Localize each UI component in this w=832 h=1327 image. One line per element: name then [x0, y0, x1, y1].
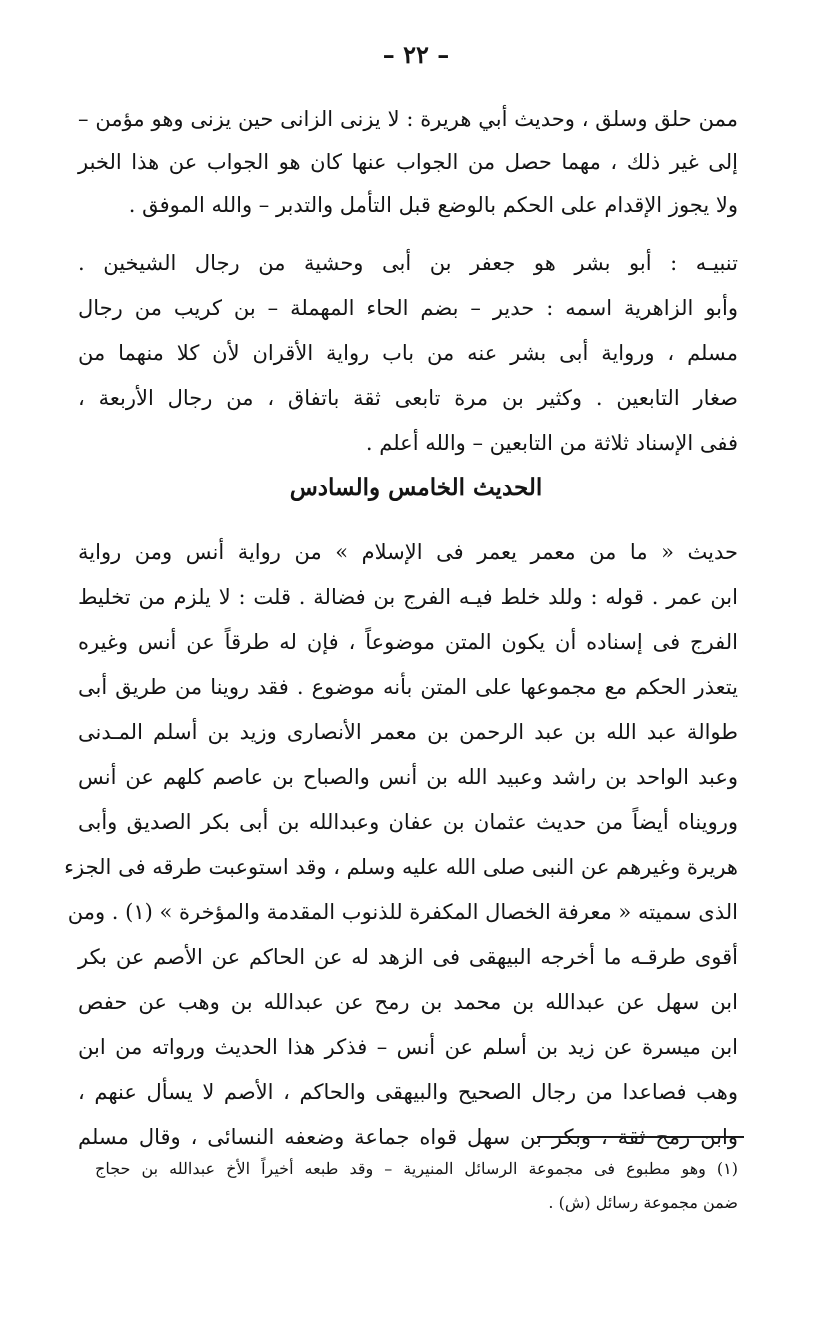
page-number: – ٢٢ – [382, 40, 450, 69]
text-line: مسلم ، ورواية أبى بشر عنه من باب رواية الأقران لأن كلا منهما من [78, 341, 738, 365]
text-line: هريرة وغيرهم عن النبى صلى الله عليه وسلم ، وقد استوعبت طرقه فى الجزء [64, 855, 738, 879]
footnote-line: ضمن مجموعة رسائل (ش) . [548, 1193, 738, 1212]
text-line: وأبو الزاهرية اسمه : حدير – بضم الحاء المهملة – بن كريب من رجال [78, 296, 738, 320]
text-line: حديث « ما من معمر يعمر فى الإسلام » من رواية أنس ومن رواية [78, 540, 738, 564]
text-line: ولا يجوز الإقدام على الحكم بالوضع قبل التأمل والتدبر – والله الموفق . [128, 193, 738, 217]
text-line: ابن ميسرة عن زيد بن أسلم عن أنس – فذكر هذا الحديث ورواته من ابن [78, 1035, 738, 1059]
text-line: وعبد الواحد بن راشد وعبيد الله بن أنس والصباح بن عاصم كلهم عن أنس [78, 765, 738, 789]
text-line: صغار التابعين . وكثير بن مرة تابعى ثقة باتفاق ، من رجال الأربعة ، [78, 386, 738, 410]
footnote-line: (١) وهو مطبوع فى مجموعة الرسائل المنيرية – وقد طبعه أخيراً الأخ عبدالله بن حجاج [95, 1159, 738, 1178]
text-line: الفرج فى إسناده أن يكون المتن موضوعاً ، فإن له طرقاً عن أنس وغيره [78, 630, 738, 654]
text-line: يتعذر الحكم مع مجموعها على المتن بأنه موضوع . فقد روينا من طريق أبى [78, 675, 738, 699]
footnotes [95, 1152, 738, 1220]
text-line: أقوى طرقـه ما أخرجه البيهقى فى الزهد له عن الحاكم عن الأصم عن بكر [78, 945, 738, 969]
text-line: تنبيـه : أبو بشر هو جعفر بن أبى وحشية من رجال الشيخين . [78, 251, 738, 275]
text-line: ورويناه أيضاً من حديث عثمان بن عفان وعبدالله بن أبى بكر الصديق وأبى [78, 810, 738, 834]
text-line: ممن حلق وسلق ، وحديث أبي هريرة : لا يزنى الزانى حين يزنى وهو مؤمن – [78, 107, 738, 131]
text-line: طوالة عبد الله بن عبد الرحمن بن معمر الأنصارى وزيد بن أسلم المـدنى [78, 720, 738, 744]
text-line: وابن رمح ثقة ، وبكر بن سهل قواه جماعة وضعفه النسائى ، وقال مسلم [78, 1125, 738, 1149]
paragraph-2-note [78, 241, 738, 466]
text-line: ابن عمر . قوله : وللد خلط فيـه الفرج بن فضالة . قلت : لا يلزم من تخليط [78, 585, 738, 609]
section-heading: الحديث الخامس والسادس [289, 474, 543, 501]
footnote-divider [537, 1136, 744, 1138]
paragraph-3 [64, 530, 738, 1160]
text-line: ففى الإسناد ثلاثة من التابعين – والله أعلم . [365, 431, 738, 455]
text-line: ابن سهل عن عبدالله بن محمد بن رمح عن عبدالله بن وهب عن حفص [78, 990, 738, 1014]
text-line: وهب فصاعدا من رجال الصحيح والبيهقى والحاكم ، الأصم لا يسأل عنهم ، [78, 1080, 738, 1104]
text-line: الذى سميته « معرفة الخصال المكفرة للذنوب المقدمة والمؤخرة » (١) . ومن [67, 900, 738, 924]
text-line: إلى غير ذلك ، مهما حصل من الجواب عنها كان هو الجواب عن هذا الخبر [78, 150, 738, 174]
paragraph-1 [78, 98, 738, 227]
